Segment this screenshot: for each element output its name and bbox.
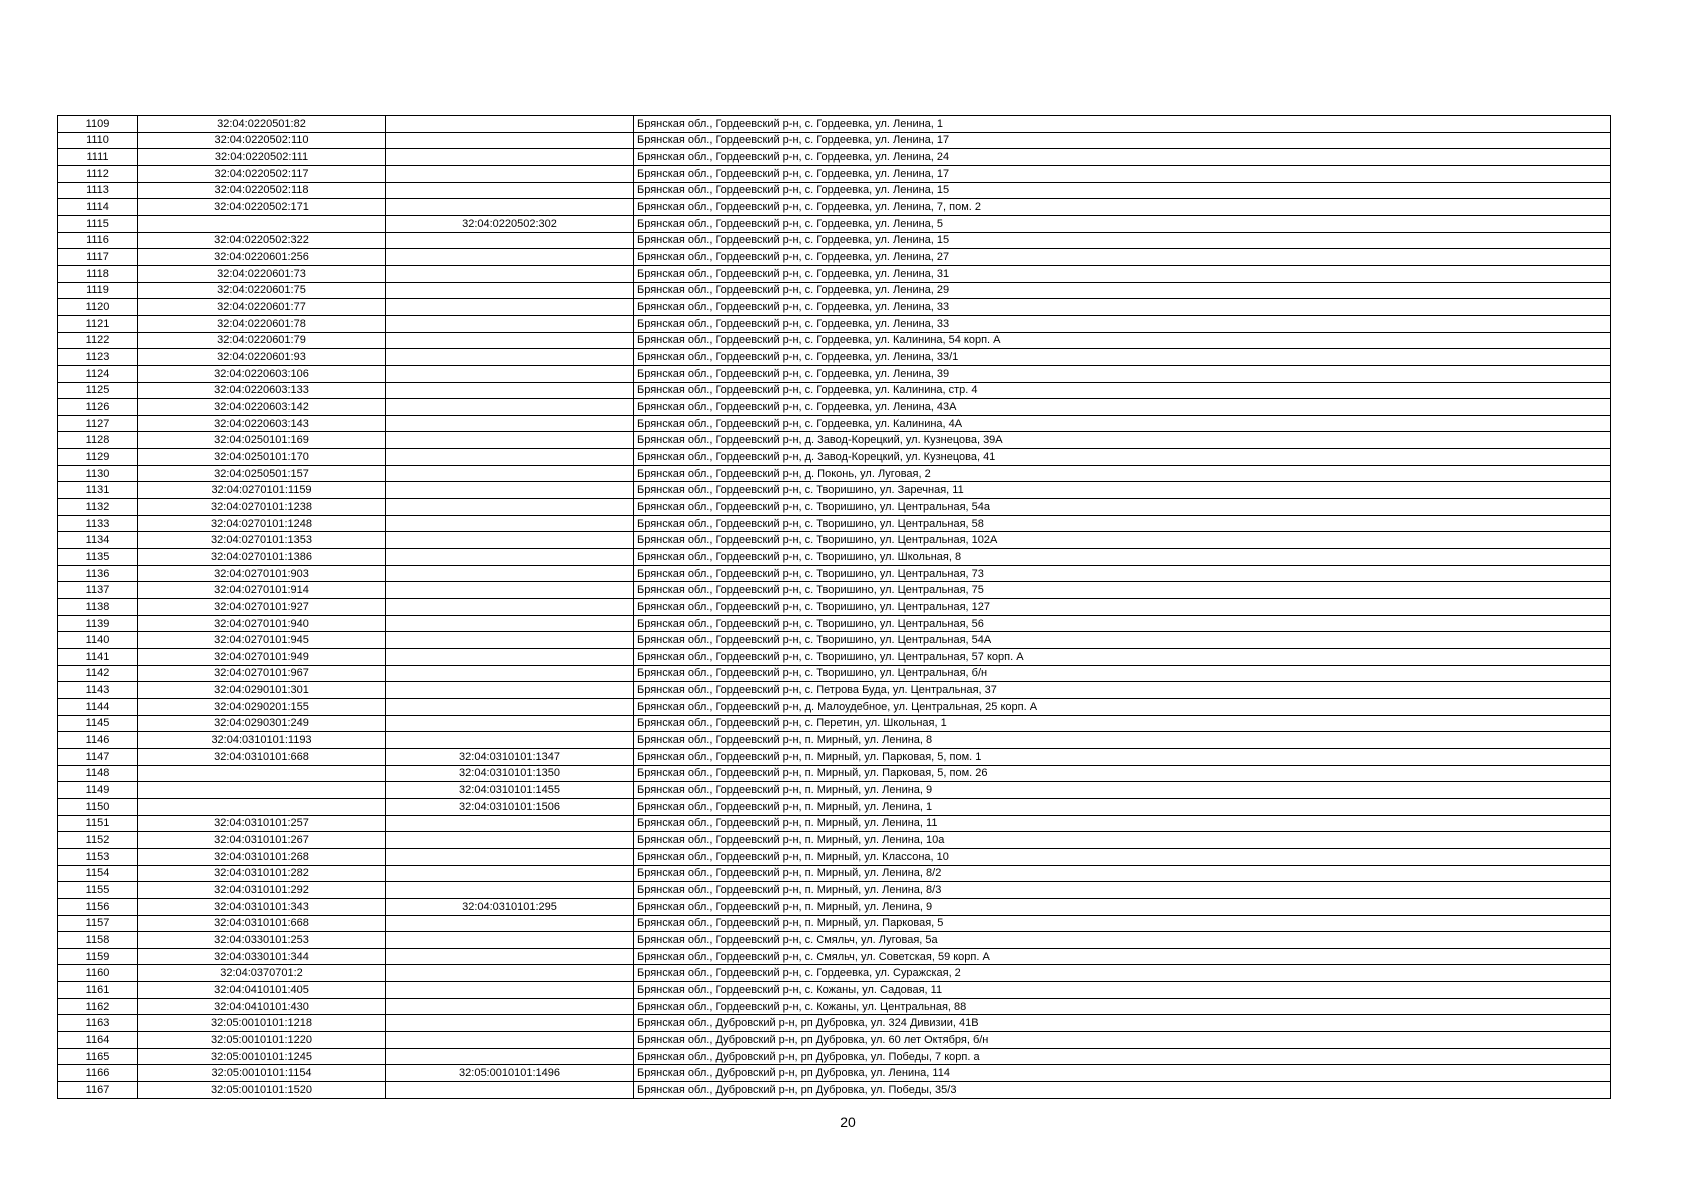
cadastral-number-cell: 32:04:0410101:405	[138, 982, 386, 999]
table-row	[58, 898, 1611, 915]
row-number-cell: 1134	[58, 532, 138, 549]
related-cadastral-number-cell	[386, 565, 634, 582]
address-cell: Брянская обл., Гордеевский р-н, с. Гордеевка, ул. Ленина, 17	[634, 132, 1611, 149]
row-number-cell: 1156	[58, 898, 138, 915]
address-cell: Брянская обл., Гордеевский р-н, с. Гордеевка, ул. Калинина, 4А	[634, 415, 1611, 432]
related-cadastral-number-cell	[386, 715, 634, 732]
related-cadastral-number-cell	[386, 232, 634, 249]
row-number-cell: 1120	[58, 299, 138, 316]
cadastral-number-cell: 32:04:0220601:79	[138, 332, 386, 349]
row-number-cell: 1122	[58, 332, 138, 349]
cadastral-number-cell: 32:05:0010101:1218	[138, 1015, 386, 1032]
cadastral-number-cell: 32:04:0220502:117	[138, 165, 386, 182]
cadastral-number-cell: 32:04:0290301:249	[138, 715, 386, 732]
cadastral-number-cell: 32:04:0270101:927	[138, 599, 386, 616]
address-cell: Брянская обл., Гордеевский р-н, с. Смяльч, ул. Луговая, 5а	[634, 932, 1611, 949]
table-row	[58, 715, 1611, 732]
related-cadastral-number-cell: 32:05:0010101:1496	[386, 1065, 634, 1082]
table-row	[58, 782, 1611, 799]
row-number-cell: 1158	[58, 932, 138, 949]
cadastral-number-cell: 32:04:0220501:82	[138, 116, 386, 133]
row-number-cell: 1166	[58, 1065, 138, 1082]
row-number-cell: 1141	[58, 649, 138, 666]
address-cell: Брянская обл., Гордеевский р-н, п. Мирный, ул. Ленина, 11	[634, 815, 1611, 832]
address-cell: Брянская обл., Гордеевский р-н, с. Гордеевка, ул. Ленина, 17	[634, 165, 1611, 182]
address-cell: Брянская обл., Гордеевский р-н, с. Гордеевка, ул. Ленина, 7, пом. 2	[634, 199, 1611, 216]
address-cell: Брянская обл., Гордеевский р-н, д. Завод-Корецкий, ул. Кузнецова, 41	[634, 449, 1611, 466]
address-cell: Брянская обл., Дубровский р-н, рп Дубровка, ул. Ленина, 114	[634, 1065, 1611, 1082]
table-row	[58, 982, 1611, 999]
table-row	[58, 832, 1611, 849]
table-row	[58, 649, 1611, 666]
related-cadastral-number-cell	[386, 1032, 634, 1049]
cadastral-number-cell	[138, 215, 386, 232]
cadastral-number-cell: 32:04:0220601:93	[138, 349, 386, 366]
table-row	[58, 515, 1611, 532]
address-cell: Брянская обл., Гордеевский р-н, п. Мирный, ул. Ленина, 10а	[634, 832, 1611, 849]
related-cadastral-number-cell	[386, 982, 634, 999]
row-number-cell: 1119	[58, 282, 138, 299]
related-cadastral-number-cell	[386, 615, 634, 632]
address-cell: Брянская обл., Гордеевский р-н, с. Гордеевка, ул. Ленина, 31	[634, 265, 1611, 282]
related-cadastral-number-cell	[386, 682, 634, 699]
table-row	[58, 882, 1611, 899]
related-cadastral-number-cell	[386, 315, 634, 332]
row-number-cell: 1139	[58, 615, 138, 632]
row-number-cell: 1121	[58, 315, 138, 332]
row-number-cell: 1167	[58, 1082, 138, 1099]
cadastral-number-cell: 32:04:0220601:78	[138, 315, 386, 332]
table-row	[58, 682, 1611, 699]
related-cadastral-number-cell: 32:04:0310101:1350	[386, 765, 634, 782]
related-cadastral-number-cell	[386, 632, 634, 649]
cadastral-number-cell: 32:04:0220601:75	[138, 282, 386, 299]
address-cell: Брянская обл., Гордеевский р-н, с. Петрова Буда, ул. Центральная, 37	[634, 682, 1611, 699]
address-cell: Брянская обл., Гордеевский р-н, с. Кожаны, ул. Центральная, 88	[634, 998, 1611, 1015]
address-cell: Брянская обл., Гордеевский р-н, п. Мирный, ул. Ленина, 8/3	[634, 882, 1611, 899]
address-cell: Брянская обл., Дубровский р-н, рп Дубровка, ул. 60 лет Октября, б/н	[634, 1032, 1611, 1049]
row-number-cell: 1116	[58, 232, 138, 249]
cadastral-number-cell: 32:04:0310101:292	[138, 882, 386, 899]
related-cadastral-number-cell	[386, 665, 634, 682]
table-row	[58, 165, 1611, 182]
row-number-cell: 1115	[58, 215, 138, 232]
related-cadastral-number-cell: 32:04:0310101:1506	[386, 798, 634, 815]
row-number-cell: 1145	[58, 715, 138, 732]
table-row	[58, 599, 1611, 616]
cadastral-number-cell: 32:04:0270101:1238	[138, 499, 386, 516]
row-number-cell: 1137	[58, 582, 138, 599]
related-cadastral-number-cell	[386, 649, 634, 666]
cadastral-number-cell: 32:04:0310101:268	[138, 848, 386, 865]
cadastral-number-cell: 32:04:0250501:157	[138, 465, 386, 482]
address-cell: Брянская обл., Гордеевский р-н, с. Творишино, ул. Центральная, 57 корп. А	[634, 649, 1611, 666]
page-number: 20	[840, 1114, 856, 1130]
row-number-cell: 1162	[58, 998, 138, 1015]
row-number-cell: 1127	[58, 415, 138, 432]
address-cell: Брянская обл., Гордеевский р-н, п. Мирный, ул. Ленина, 9	[634, 898, 1611, 915]
cadastral-number-cell: 32:04:0270101:1386	[138, 549, 386, 566]
cadastral-number-cell: 32:04:0270101:1353	[138, 532, 386, 549]
related-cadastral-number-cell	[386, 465, 634, 482]
table-row	[58, 915, 1611, 932]
related-cadastral-number-cell	[386, 116, 634, 133]
related-cadastral-number-cell	[386, 349, 634, 366]
address-cell: Брянская обл., Гордеевский р-н, с. Смяльч, ул. Советская, 59 корп. А	[634, 948, 1611, 965]
cadastral-number-cell: 32:04:0270101:914	[138, 582, 386, 599]
cadastral-number-cell: 32:04:0290201:155	[138, 698, 386, 715]
cadastral-number-cell	[138, 765, 386, 782]
related-cadastral-number-cell	[386, 698, 634, 715]
row-number-cell: 1129	[58, 449, 138, 466]
table-row	[58, 299, 1611, 316]
related-cadastral-number-cell	[386, 549, 634, 566]
address-cell: Брянская обл., Гордеевский р-н, с. Гордеевка, ул. Калинина, 54 корп. А	[634, 332, 1611, 349]
related-cadastral-number-cell	[386, 132, 634, 149]
table-row	[58, 149, 1611, 166]
table-row	[58, 732, 1611, 749]
table-row	[58, 449, 1611, 466]
related-cadastral-number-cell	[386, 499, 634, 516]
row-number-cell: 1151	[58, 815, 138, 832]
row-number-cell: 1128	[58, 432, 138, 449]
related-cadastral-number-cell	[386, 998, 634, 1015]
table-row	[58, 1032, 1611, 1049]
cadastral-number-cell: 32:04:0220502:118	[138, 182, 386, 199]
address-cell: Брянская обл., Гордеевский р-н, с. Кожаны, ул. Садовая, 11	[634, 982, 1611, 999]
row-number-cell: 1109	[58, 116, 138, 133]
table-row	[58, 399, 1611, 416]
row-number-cell: 1153	[58, 848, 138, 865]
related-cadastral-number-cell	[386, 932, 634, 949]
address-cell: Брянская обл., Гордеевский р-н, с. Гордеевка, ул. Ленина, 15	[634, 232, 1611, 249]
address-cell: Брянская обл., Гордеевский р-н, с. Гордеевка, ул. Ленина, 43А	[634, 399, 1611, 416]
address-cell: Брянская обл., Гордеевский р-н, с. Перетин, ул. Школьная, 1	[634, 715, 1611, 732]
address-cell: Брянская обл., Гордеевский р-н, с. Творишино, ул. Центральная, 54а	[634, 499, 1611, 516]
row-number-cell: 1133	[58, 515, 138, 532]
related-cadastral-number-cell	[386, 415, 634, 432]
table-row	[58, 565, 1611, 582]
cadastral-number-cell: 32:04:0310101:668	[138, 748, 386, 765]
related-cadastral-number-cell	[386, 249, 634, 266]
address-cell: Брянская обл., Гордеевский р-н, п. Мирный, ул. Парковая, 5, пом. 26	[634, 765, 1611, 782]
cadastral-number-cell	[138, 798, 386, 815]
address-cell: Брянская обл., Гордеевский р-н, п. Мирный, ул. Ленина, 8/2	[634, 865, 1611, 882]
table-row	[58, 499, 1611, 516]
table-row	[58, 432, 1611, 449]
row-number-cell: 1159	[58, 948, 138, 965]
address-cell: Брянская обл., Гордеевский р-н, с. Творишино, ул. Центральная, б/н	[634, 665, 1611, 682]
address-cell: Брянская обл., Гордеевский р-н, с. Гордеевка, ул. Ленина, 5	[634, 215, 1611, 232]
related-cadastral-number-cell	[386, 948, 634, 965]
address-cell: Брянская обл., Дубровский р-н, рп Дубровка, ул. Победы, 35/3	[634, 1082, 1611, 1099]
row-number-cell: 1112	[58, 165, 138, 182]
address-cell: Брянская обл., Гордеевский р-н, с. Гордеевка, ул. Ленина, 33/1	[634, 349, 1611, 366]
table-row	[58, 1048, 1611, 1065]
cadastral-number-cell: 32:04:0270101:967	[138, 665, 386, 682]
related-cadastral-number-cell	[386, 832, 634, 849]
related-cadastral-number-cell	[386, 915, 634, 932]
related-cadastral-number-cell	[386, 432, 634, 449]
table-row	[58, 932, 1611, 949]
row-number-cell: 1118	[58, 265, 138, 282]
related-cadastral-number-cell	[386, 299, 634, 316]
cadastral-number-cell: 32:04:0220502:322	[138, 232, 386, 249]
row-number-cell: 1146	[58, 732, 138, 749]
cadastral-number-cell: 32:04:0270101:945	[138, 632, 386, 649]
related-cadastral-number-cell	[386, 515, 634, 532]
related-cadastral-number-cell	[386, 332, 634, 349]
registry-table	[57, 115, 1611, 1099]
related-cadastral-number-cell	[386, 149, 634, 166]
row-number-cell: 1154	[58, 865, 138, 882]
related-cadastral-number-cell	[386, 1015, 634, 1032]
table-row	[58, 232, 1611, 249]
address-cell: Брянская обл., Гордеевский р-н, с. Творишино, ул. Школьная, 8	[634, 549, 1611, 566]
table-row	[58, 1065, 1611, 1082]
row-number-cell: 1161	[58, 982, 138, 999]
address-cell: Брянская обл., Гордеевский р-н, с. Гордеевка, ул. Калинина, стр. 4	[634, 382, 1611, 399]
row-number-cell: 1123	[58, 349, 138, 366]
cadastral-number-cell: 32:04:0220603:133	[138, 382, 386, 399]
related-cadastral-number-cell: 32:04:0310101:1347	[386, 748, 634, 765]
address-cell: Брянская обл., Гордеевский р-н, с. Творишино, ул. Заречная, 11	[634, 482, 1611, 499]
table-row	[58, 465, 1611, 482]
cadastral-number-cell: 32:04:0310101:257	[138, 815, 386, 832]
table-row	[58, 132, 1611, 149]
address-cell: Брянская обл., Гордеевский р-н, с. Гордеевка, ул. Ленина, 27	[634, 249, 1611, 266]
related-cadastral-number-cell	[386, 365, 634, 382]
cadastral-number-cell: 32:04:0220601:73	[138, 265, 386, 282]
related-cadastral-number-cell	[386, 732, 634, 749]
related-cadastral-number-cell	[386, 1048, 634, 1065]
cadastral-number-cell: 32:04:0290101:301	[138, 682, 386, 699]
row-number-cell: 1143	[58, 682, 138, 699]
address-cell: Брянская обл., Гордеевский р-н, с. Творишино, ул. Центральная, 102А	[634, 532, 1611, 549]
address-cell: Брянская обл., Гордеевский р-н, д. Поконь, ул. Луговая, 2	[634, 465, 1611, 482]
table-row	[58, 282, 1611, 299]
table-row	[58, 748, 1611, 765]
table-row	[58, 632, 1611, 649]
row-number-cell: 1150	[58, 798, 138, 815]
related-cadastral-number-cell	[386, 182, 634, 199]
row-number-cell: 1111	[58, 149, 138, 166]
address-cell: Брянская обл., Гордеевский р-н, с. Творишино, ул. Центральная, 58	[634, 515, 1611, 532]
related-cadastral-number-cell	[386, 382, 634, 399]
cadastral-number-cell: 32:04:0330101:344	[138, 948, 386, 965]
row-number-cell: 1125	[58, 382, 138, 399]
table-row	[58, 332, 1611, 349]
table-row	[58, 249, 1611, 266]
address-cell: Брянская обл., Гордеевский р-н, п. Мирный, ул. Ленина, 1	[634, 798, 1611, 815]
row-number-cell: 1144	[58, 698, 138, 715]
address-cell: Брянская обл., Гордеевский р-н, с. Гордеевка, ул. Ленина, 1	[634, 116, 1611, 133]
row-number-cell: 1136	[58, 565, 138, 582]
related-cadastral-number-cell	[386, 282, 634, 299]
cadastral-number-cell: 32:04:0270101:949	[138, 649, 386, 666]
related-cadastral-number-cell	[386, 482, 634, 499]
related-cadastral-number-cell	[386, 449, 634, 466]
table-row	[58, 365, 1611, 382]
row-number-cell: 1140	[58, 632, 138, 649]
address-cell: Брянская обл., Гордеевский р-н, с. Гордеевка, ул. Ленина, 33	[634, 315, 1611, 332]
address-cell: Брянская обл., Гордеевский р-н, с. Творишино, ул. Центральная, 73	[634, 565, 1611, 582]
address-cell: Брянская обл., Гордеевский р-н, с. Творишино, ул. Центральная, 75	[634, 582, 1611, 599]
address-cell: Брянская обл., Гордеевский р-н, п. Мирный, ул. Парковая, 5, пом. 1	[634, 748, 1611, 765]
cadastral-number-cell: 32:04:0220502:110	[138, 132, 386, 149]
cadastral-number-cell: 32:04:0220502:171	[138, 199, 386, 216]
address-cell: Брянская обл., Гордеевский р-н, с. Творишино, ул. Центральная, 127	[634, 599, 1611, 616]
row-number-cell: 1135	[58, 549, 138, 566]
related-cadastral-number-cell	[386, 199, 634, 216]
row-number-cell: 1152	[58, 832, 138, 849]
table-row	[58, 349, 1611, 366]
cadastral-number-cell: 32:04:0270101:903	[138, 565, 386, 582]
table-row	[58, 865, 1611, 882]
related-cadastral-number-cell	[386, 582, 634, 599]
cadastral-number-cell: 32:04:0220603:106	[138, 365, 386, 382]
table-row	[58, 265, 1611, 282]
address-cell: Брянская обл., Гордеевский р-н, с. Гордеевка, ул. Суражская, 2	[634, 965, 1611, 982]
address-cell: Брянская обл., Гордеевский р-н, с. Гордеевка, ул. Ленина, 33	[634, 299, 1611, 316]
table-row	[58, 482, 1611, 499]
related-cadastral-number-cell: 32:04:0310101:1455	[386, 782, 634, 799]
row-number-cell: 1160	[58, 965, 138, 982]
table-row	[58, 798, 1611, 815]
related-cadastral-number-cell	[386, 848, 634, 865]
related-cadastral-number-cell	[386, 815, 634, 832]
address-cell: Брянская обл., Гордеевский р-н, д. Завод-Корецкий, ул. Кузнецова, 39А	[634, 432, 1611, 449]
address-cell: Брянская обл., Гордеевский р-н, с. Гордеевка, ул. Ленина, 15	[634, 182, 1611, 199]
row-number-cell: 1126	[58, 399, 138, 416]
address-cell: Брянская обл., Гордеевский р-н, с. Гордеевка, ул. Ленина, 39	[634, 365, 1611, 382]
related-cadastral-number-cell	[386, 165, 634, 182]
cadastral-number-cell: 32:04:0250101:169	[138, 432, 386, 449]
related-cadastral-number-cell	[386, 265, 634, 282]
table-row	[58, 948, 1611, 965]
cadastral-number-cell: 32:04:0310101:267	[138, 832, 386, 849]
row-number-cell: 1138	[58, 599, 138, 616]
row-number-cell: 1117	[58, 249, 138, 266]
cadastral-number-cell	[138, 782, 386, 799]
cadastral-number-cell: 32:04:0270101:1248	[138, 515, 386, 532]
address-cell: Брянская обл., Гордеевский р-н, с. Гордеевка, ул. Ленина, 24	[634, 149, 1611, 166]
row-number-cell: 1114	[58, 199, 138, 216]
table-row	[58, 665, 1611, 682]
cadastral-number-cell: 32:05:0010101:1220	[138, 1032, 386, 1049]
cadastral-number-cell: 32:04:0310101:668	[138, 915, 386, 932]
table-row	[58, 182, 1611, 199]
table-row	[58, 315, 1611, 332]
cadastral-number-cell: 32:04:0410101:430	[138, 998, 386, 1015]
address-cell: Брянская обл., Дубровский р-н, рп Дубровка, ул. Победы, 7 корп. а	[634, 1048, 1611, 1065]
related-cadastral-number-cell	[386, 399, 634, 416]
cadastral-number-cell: 32:04:0250101:170	[138, 449, 386, 466]
row-number-cell: 1157	[58, 915, 138, 932]
cadastral-number-cell: 32:04:0220603:142	[138, 399, 386, 416]
table-row	[58, 698, 1611, 715]
address-cell: Брянская обл., Дубровский р-н, рп Дубровка, ул. 324 Дивизии, 41В	[634, 1015, 1611, 1032]
table-row	[58, 848, 1611, 865]
table-row	[58, 415, 1611, 432]
address-cell: Брянская обл., Гордеевский р-н, с. Творишино, ул. Центральная, 54А	[634, 632, 1611, 649]
row-number-cell: 1130	[58, 465, 138, 482]
row-number-cell: 1110	[58, 132, 138, 149]
table-row	[58, 582, 1611, 599]
cadastral-number-cell: 32:04:0310101:343	[138, 898, 386, 915]
row-number-cell: 1142	[58, 665, 138, 682]
cadastral-number-cell: 32:04:0220601:77	[138, 299, 386, 316]
address-cell: Брянская обл., Гордеевский р-н, с. Творишино, ул. Центральная, 56	[634, 615, 1611, 632]
table-row	[58, 1015, 1611, 1032]
row-number-cell: 1147	[58, 748, 138, 765]
table-row	[58, 1082, 1611, 1099]
cadastral-number-cell: 32:04:0310101:282	[138, 865, 386, 882]
address-cell: Брянская обл., Гордеевский р-н, п. Мирный, ул. Ленина, 9	[634, 782, 1611, 799]
table-row	[58, 998, 1611, 1015]
cadastral-number-cell: 32:04:0220603:143	[138, 415, 386, 432]
row-number-cell: 1131	[58, 482, 138, 499]
row-number-cell: 1163	[58, 1015, 138, 1032]
table-row	[58, 382, 1611, 399]
cadastral-number-cell: 32:05:0010101:1520	[138, 1082, 386, 1099]
table-row	[58, 765, 1611, 782]
table-row	[58, 215, 1611, 232]
cadastral-number-cell: 32:04:0220601:256	[138, 249, 386, 266]
related-cadastral-number-cell	[386, 865, 634, 882]
address-cell: Брянская обл., Гордеевский р-н, д. Малоудебное, ул. Центральная, 25 корп. А	[634, 698, 1611, 715]
table-row	[58, 199, 1611, 216]
row-number-cell: 1113	[58, 182, 138, 199]
related-cadastral-number-cell	[386, 599, 634, 616]
row-number-cell: 1132	[58, 499, 138, 516]
row-number-cell: 1155	[58, 882, 138, 899]
address-cell: Брянская обл., Гордеевский р-н, п. Мирный, ул. Парковая, 5	[634, 915, 1611, 932]
related-cadastral-number-cell	[386, 965, 634, 982]
registry-table-body	[58, 116, 1611, 1099]
related-cadastral-number-cell	[386, 532, 634, 549]
table-row	[58, 615, 1611, 632]
address-cell: Брянская обл., Гордеевский р-н, п. Мирный, ул. Классона, 10	[634, 848, 1611, 865]
related-cadastral-number-cell	[386, 1082, 634, 1099]
cadastral-number-cell: 32:04:0370701:2	[138, 965, 386, 982]
address-cell: Брянская обл., Гордеевский р-н, п. Мирный, ул. Ленина, 8	[634, 732, 1611, 749]
cadastral-number-cell: 32:05:0010101:1154	[138, 1065, 386, 1082]
table-row	[58, 815, 1611, 832]
table-row	[58, 965, 1611, 982]
row-number-cell: 1164	[58, 1032, 138, 1049]
related-cadastral-number-cell: 32:04:0220502:302	[386, 215, 634, 232]
cadastral-number-cell: 32:04:0270101:940	[138, 615, 386, 632]
cadastral-number-cell: 32:05:0010101:1245	[138, 1048, 386, 1065]
row-number-cell: 1165	[58, 1048, 138, 1065]
cadastral-number-cell: 32:04:0270101:1159	[138, 482, 386, 499]
row-number-cell: 1148	[58, 765, 138, 782]
table-row	[58, 532, 1611, 549]
cadastral-number-cell: 32:04:0310101:1193	[138, 732, 386, 749]
table-row	[58, 549, 1611, 566]
related-cadastral-number-cell: 32:04:0310101:295	[386, 898, 634, 915]
cadastral-number-cell: 32:04:0220502:111	[138, 149, 386, 166]
cadastral-number-cell: 32:04:0330101:253	[138, 932, 386, 949]
related-cadastral-number-cell	[386, 882, 634, 899]
table-row	[58, 116, 1611, 133]
address-cell: Брянская обл., Гордеевский р-н, с. Гордеевка, ул. Ленина, 29	[634, 282, 1611, 299]
row-number-cell: 1149	[58, 782, 138, 799]
row-number-cell: 1124	[58, 365, 138, 382]
